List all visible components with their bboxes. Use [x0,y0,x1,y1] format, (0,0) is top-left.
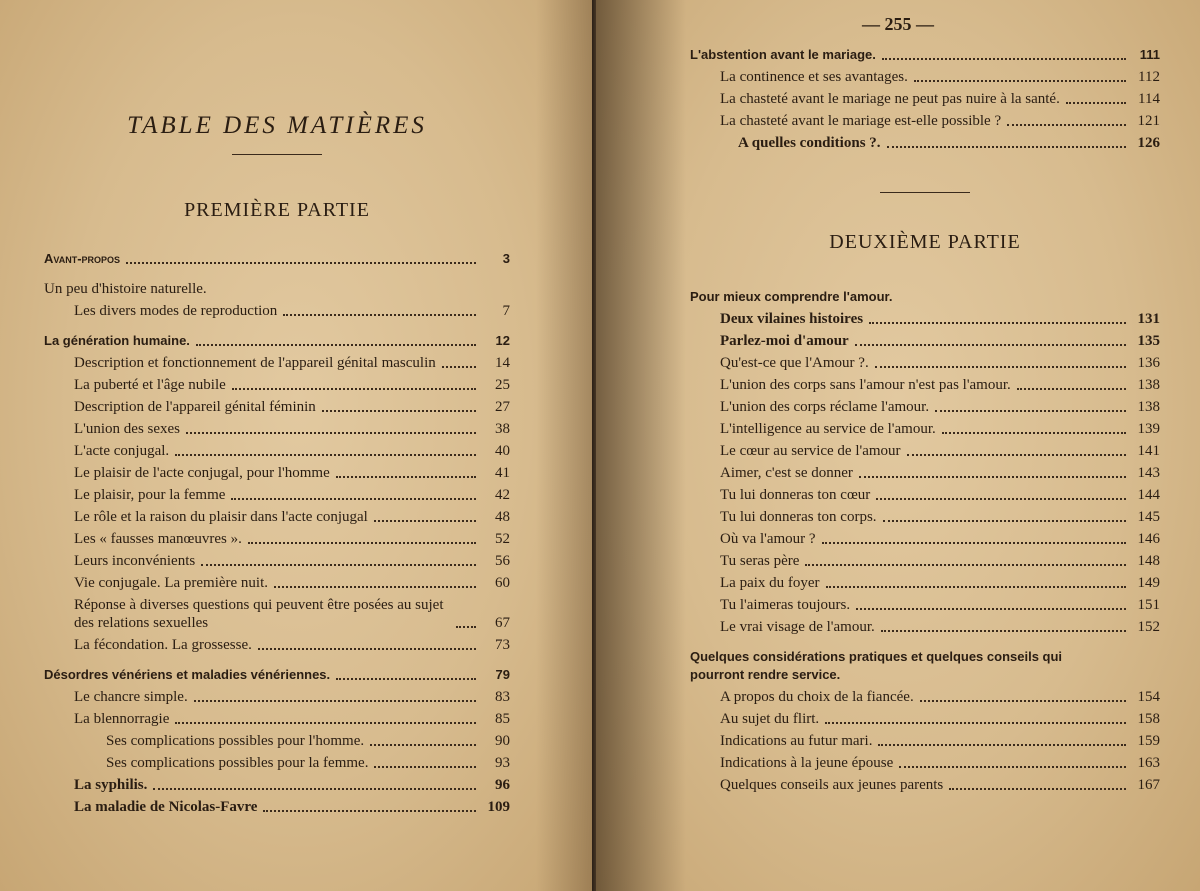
toc-section: Pour mieux comprendre l'amour. [690,289,893,304]
toc-entry: Le cœur au service de l'amour 141 [720,443,1160,459]
toc-entry: Ses complications possibles pour l'homme. 90 [106,733,510,749]
toc-entry: Au sujet du flirt. 158 [720,711,1160,727]
toc-entry: Description de l'appareil génital féminin 27 [74,399,510,415]
toc-entry: La puberté et l'âge nubile 25 [74,377,510,393]
toc-entry: Réponse à diverses questions qui peuvent être posées au sujet des relations sexuelles 67 [74,597,510,631]
toc-entry: Qu'est-ce que l'Amour ?. 136 [720,355,1160,371]
toc-entry: Description et fonctionnement de l'appareil génital masculin 14 [74,355,510,371]
toc-entry: Ses complications possibles pour la femme. 93 [106,755,510,771]
toc-entry: Aimer, c'est se donner 143 [720,465,1160,481]
toc-entry: Le chancre simple. 83 [74,689,510,705]
toc-entry: Leurs inconvénients 56 [74,553,510,569]
toc-entry: Le rôle et la raison du plaisir dans l'acte conjugal 48 [74,509,510,525]
toc-entry: Tu lui donneras ton corps. 145 [720,509,1160,525]
toc-entry: Deux vilaines histoires 131 [720,311,1160,327]
toc-entry: L'acte conjugal. 40 [74,443,510,459]
title-rule [232,154,322,155]
toc-title: TABLE DES MATIÈRES [127,112,427,139]
toc-entry: La syphilis. 96 [74,777,510,793]
part-two-title: DEUXIÈME PARTIE [829,231,1021,253]
part-one-title: PREMIÈRE PARTIE [184,199,370,221]
toc-entry: Vie conjugale. La première nuit. 60 [74,575,510,591]
toc-entry: L'union des sexes 38 [74,421,510,437]
toc-entry: La continence et ses avantages. 112 [720,69,1160,85]
toc-entry: A propos du choix de la fiancée. 154 [720,689,1160,705]
right-page [596,0,1200,891]
toc-entry: Indications au futur mari. 159 [720,733,1160,749]
section-rule [880,192,970,193]
toc-section: Quelques considérations pratiques et quelques conseils qui pourront rendre service. [690,649,1063,682]
toc-entry: La fécondation. La grossesse. 73 [74,637,510,653]
toc-section: L'abstention avant le mariage. 111 [690,47,1160,62]
toc-entry: Le vrai visage de l'amour. 152 [720,619,1160,635]
toc-section: La génération humaine. 12 [44,333,510,348]
toc-entry: L'union des corps sans l'amour n'est pas l'amour. 138 [720,377,1160,393]
toc-entry: Quelques conseils aux jeunes parents 167 [720,777,1160,793]
toc-entry: L'intelligence au service de l'amour. 139 [720,421,1160,437]
toc-entry: La blennorragie 85 [74,711,510,727]
toc-entry: Tu seras père 148 [720,553,1160,569]
toc-section: Désordres vénériens et maladies vénériennes. 79 [44,667,510,682]
toc-entry: Un peu d'histoire naturelle. [44,281,207,297]
toc-entry: Les « fausses manœuvres ». 52 [74,531,510,547]
toc-entry: Avant-propos 3 [44,251,510,266]
toc-entry: Le plaisir de l'acte conjugal, pour l'homme 41 [74,465,510,481]
toc-entry: Les divers modes de reproduction 7 [74,303,510,319]
toc-entry: La maladie de Nicolas-Favre 109 [74,799,510,815]
toc-entry: La paix du foyer 149 [720,575,1160,591]
toc-entry: La chasteté avant le mariage ne peut pas nuire à la santé. 114 [720,91,1160,107]
toc-entry: Indications à la jeune épouse 163 [720,755,1160,771]
toc-entry: Tu l'aimeras toujours. 151 [720,597,1160,613]
left-page [0,0,596,891]
toc-list-right [690,288,1160,794]
toc-entry: L'union des corps réclame l'amour. 138 [720,399,1160,415]
toc-entry: Le plaisir, pour la femme 42 [74,487,510,503]
toc-list-left [44,250,510,816]
toc-entry: Tu lui donneras ton cœur 144 [720,487,1160,503]
page-number: — 255 — [862,14,934,34]
toc-entry: A quelles conditions ?. 126 [738,135,1160,151]
toc-entry: Où va l'amour ? 146 [720,531,1160,547]
toc-entry: La chasteté avant le mariage est-elle possible ? 121 [720,113,1160,129]
toc-entry: Parlez-moi d'amour 135 [720,333,1160,349]
toc-list-right-top [690,46,1160,152]
